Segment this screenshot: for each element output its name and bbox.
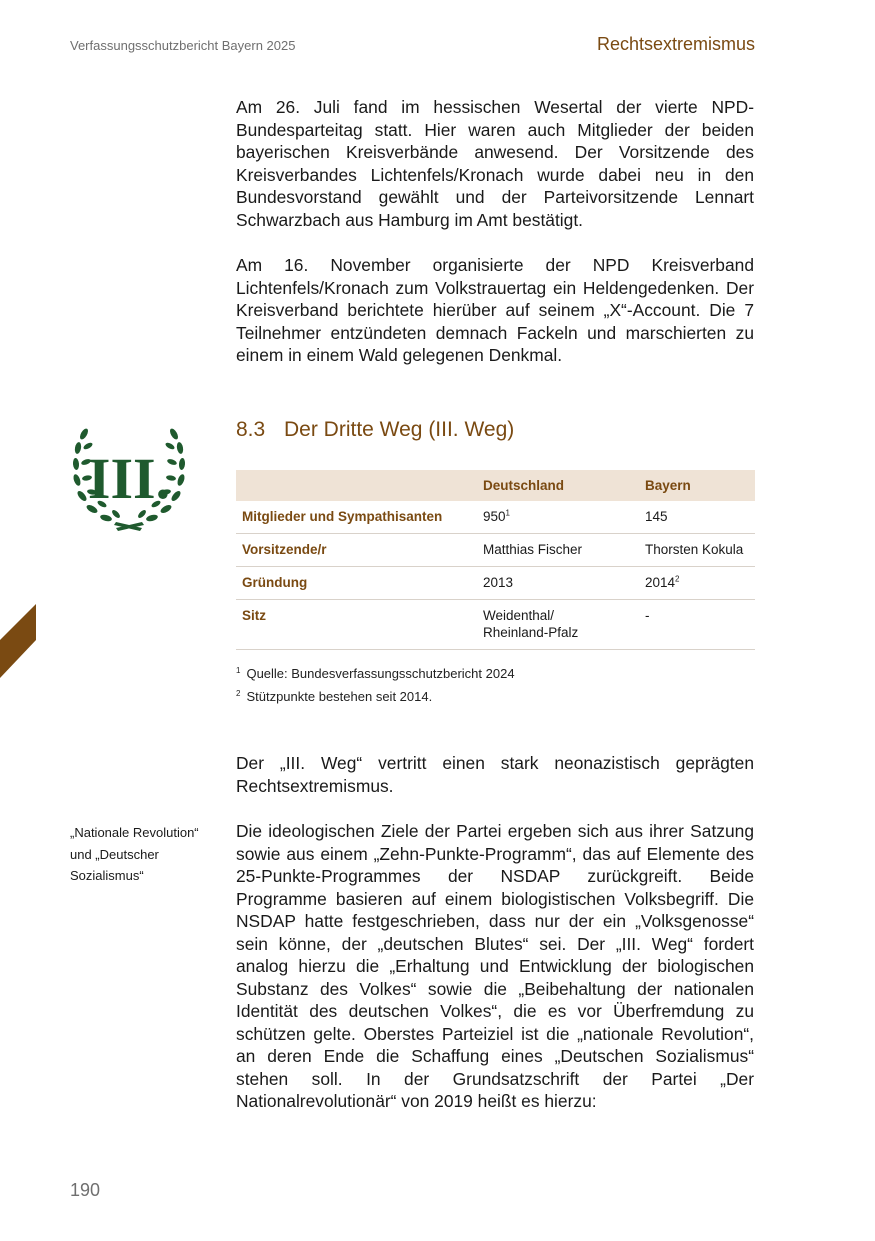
running-header-chapter: Rechtsextremismus [596, 34, 755, 54]
page-number: 190 [70, 1180, 101, 1200]
cell-deutschland [477, 534, 639, 567]
cell-deutschland [477, 600, 639, 650]
cell-value: - [645, 608, 650, 623]
footnote [236, 666, 515, 681]
footnote-mark: 2 [675, 574, 680, 584]
section-heading [236, 418, 514, 442]
paragraph-heldengedenken: Am 16. November organisierte der NPD Kreisverband Lichtenfels/Kronach zum Volkstrauertag ein Heldengedenken. Der Kreisverband berichtete hierüber auf seinem „X“-Account. Die 7 Teilnehmer entzündeten demnach Fackeln und marschierten zu einem in einem Wald gelegenen Denkmal. [236, 255, 754, 365]
chapter-accent-marker [0, 604, 36, 678]
cell-value: Weidenthal/ Rheinland-Pfalz [483, 608, 579, 640]
cell-value: Matthias Fischer [483, 542, 583, 557]
cell-bayern [639, 567, 755, 600]
party-facts-table [236, 470, 755, 650]
row-label: Sitz [236, 600, 477, 650]
cell-value: 950 [483, 509, 506, 524]
cell-bayern [639, 600, 755, 650]
running-header-title: Verfassungsschutzbericht Bayern 2025 [70, 38, 296, 53]
table-header-deutschland: Deutschland [477, 470, 639, 501]
cell-value: Thorsten Kokula [645, 542, 744, 557]
table-row [236, 600, 755, 650]
cell-deutschland [477, 567, 639, 600]
footnote-text: Quelle: Bundesverfassungsschutzbericht 2024 [246, 666, 515, 681]
paragraph-iii-weg-intro: Der „III. Weg“ vertritt einen stark neonazistisch geprägten Rechtsextremismus. [236, 753, 754, 796]
cell-bayern [639, 534, 755, 567]
footnote-number: 1 [236, 665, 241, 675]
table-row [236, 567, 755, 600]
cell-value: 2013 [483, 575, 514, 590]
cell-value: 145 [645, 509, 668, 524]
table-header-bayern: Bayern [639, 470, 755, 501]
margin-note: „Nationale Revolution“ und „Deutscher Sozialismus“ [70, 825, 199, 883]
table-row [236, 534, 755, 567]
row-label: Gründung [236, 567, 477, 600]
footnote-mark: 1 [505, 508, 510, 518]
paragraph-npd-bundesparteitag: Am 26. Juli fand im hessischen Wesertal der vierte NPD-Bundesparteitag statt. Hier waren auch Mitglieder der beiden bayerischen Kreisverbände anwesend. Der Vorsitzende des Kreisverbandes Lichtenfels/Kronach wurde dabei neu in den Bundesvorstand gewählt und der Parteivorsitzende Lennart Schwarzbach aus Hamburg im Amt bestätigt. [236, 97, 754, 230]
paragraph-ideology: Die ideologischen Ziele der Partei ergeben sich aus ihrer Satzung sowie aus einem „Zehn-Punkte-Programm“, das auf Elemente des 25-Punkte-Programmes der NSDAP zurückgreift. Beide Programme basieren auf einem biologistischen Volksbegriff. Die NSDAP hatte festgeschrieben, dass nur der ein „Volksgenosse“ sein könne, der „deutschen Blutes“ sei. Der „III. Weg“ fordert analog hierzu die „Erhaltung und Entwicklung der biologischen Substanz des Volkes“ sowie die „Beibehaltung der nationalen Identität des deutschen Volkes“, die es vor Überfremdung zu schützen gelte. Oberstes Parteiziel ist die „nationale Revolution“, an deren Ende die Schaffung eines „Deutschen Sozialismus“ stehen soll. In der Grundsatzschrift der Partei „Der Nationalrevolutionär“ von 2019 heißt es hierzu: [236, 821, 754, 1111]
row-label: Vorsitzende/r [236, 534, 477, 567]
footnote-number: 2 [236, 688, 241, 698]
table-header-empty [236, 470, 477, 501]
table-header-row [236, 470, 755, 501]
cell-bayern [639, 501, 755, 534]
laurel-wreath-iii-logo [70, 416, 188, 532]
row-label: Mitglieder und Sympathisanten [236, 501, 477, 534]
cell-value: 2014 [645, 575, 676, 590]
logo-lettering: III. [87, 446, 171, 511]
footnote [236, 689, 432, 704]
footnote-text: Stützpunkte bestehen seit 2014. [246, 689, 433, 704]
section-number: 8.3 [236, 418, 266, 441]
section-title: Der Dritte Weg (III. Weg) [284, 418, 515, 441]
cell-deutschland [477, 501, 639, 534]
table-row [236, 501, 755, 534]
